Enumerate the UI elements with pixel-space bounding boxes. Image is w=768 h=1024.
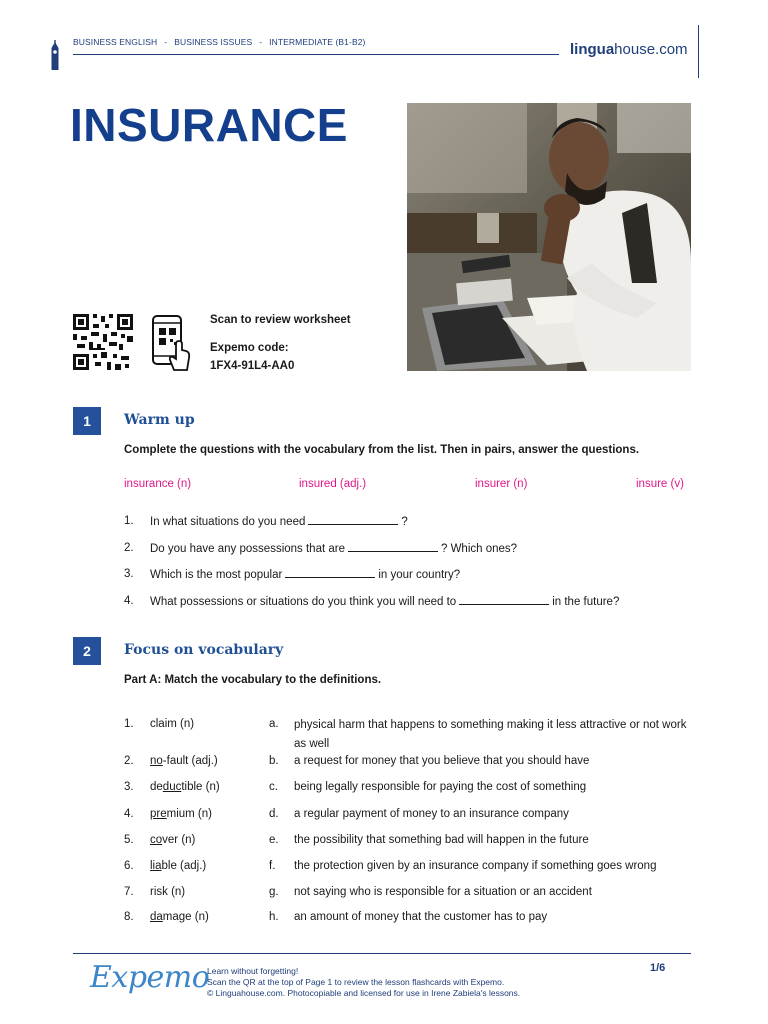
vocab-item: insure (v) [636, 478, 684, 490]
definition-letter: f. [269, 860, 276, 872]
breadcrumb [73, 37, 365, 47]
definition: a request for money that you believe that you should have [294, 755, 590, 767]
scan-info [210, 313, 351, 387]
term: liable (adj.) [150, 860, 207, 872]
section-number-2: 2 [73, 637, 101, 665]
header-vertical-rule [698, 25, 699, 78]
term: cover (n) [150, 834, 196, 846]
term: damage (n) [150, 911, 209, 923]
term: no-fault (adj.) [150, 755, 218, 767]
definition: the possibility that something bad will happen in the future [294, 834, 589, 846]
term-number: 7. [124, 886, 134, 898]
vocab-item: insurer (n) [475, 478, 528, 490]
answer-blank[interactable] [308, 515, 398, 525]
section2-instruction: Part A: Match the vocabulary to the definitions. [124, 674, 382, 686]
definition: a regular payment of money to an insurance company [294, 808, 569, 820]
answer-blank[interactable] [459, 595, 549, 605]
breadcrumb-separator: - [164, 37, 168, 47]
qr-code-icon[interactable] [73, 314, 133, 370]
footer-divider [73, 953, 691, 954]
definition: not saying who is responsible for a situation or an accident [294, 886, 592, 898]
brand-bold: lingua [570, 41, 615, 58]
definition-letter: a. [269, 718, 279, 730]
page-number: 1/6 [650, 962, 666, 974]
footer-text [207, 966, 520, 999]
question-text: Which is the most popular in your country? [150, 569, 461, 581]
expemo-code-label: Expemo code: [210, 342, 289, 354]
definition-letter: c. [269, 781, 278, 793]
term-number: 4. [124, 808, 134, 820]
term: premium (n) [150, 808, 212, 820]
question-text: In what situations do you need ? [150, 516, 408, 528]
section-title-warm-up: Warm up [124, 412, 195, 428]
term: deductible (n) [150, 781, 220, 793]
breadcrumb-item[interactable]: BUSINESS ENGLISH [73, 37, 158, 47]
term-number: 8. [124, 911, 134, 923]
expemo-logo[interactable]: Expemo [90, 960, 210, 995]
term-number: 5. [124, 834, 134, 846]
phone-scan-icon [150, 314, 192, 372]
section-number-1: 1 [73, 407, 101, 435]
expemo-code-value: 1FX4-91L4-AA0 [210, 360, 295, 372]
footer-copyright: © Linguahouse.com. Photocopiable and licensed for use in Irene Zabiela's lessons. [207, 988, 521, 998]
question-number: 2. [124, 542, 134, 554]
breadcrumb-item[interactable]: BUSINESS ISSUES [174, 37, 253, 47]
header-divider [73, 54, 559, 55]
big-ben-icon [50, 40, 60, 70]
question-number: 3. [124, 568, 134, 580]
brand-rest: house.com [614, 41, 688, 58]
scan-label: Scan to review worksheet [210, 314, 351, 326]
term-number: 3. [124, 781, 134, 793]
definition-letter: h. [269, 911, 279, 923]
definition: the protection given by an insurance company if something goes wrong [294, 860, 657, 872]
definition-letter: b. [269, 755, 279, 767]
breadcrumb-item[interactable]: INTERMEDIATE (B1-B2) [269, 37, 366, 47]
section1-instruction: Complete the questions with the vocabulary from the list. Then in pairs, answer the questions. [124, 444, 640, 456]
question-number: 1. [124, 515, 134, 527]
term: claim (n) [150, 718, 195, 730]
term: risk (n) [150, 886, 186, 898]
term-number: 1. [124, 718, 134, 730]
definition: physical harm that happens to something making it less attractive or not work as well [294, 719, 687, 750]
vocab-item: insurance (n) [124, 478, 192, 490]
question-text: What possessions or situations do you think you will need to in the future? [150, 596, 620, 608]
question-number: 4. [124, 595, 134, 607]
footer-instructions: Scan the QR at the top of Page 1 to review the lesson flashcards with Expemo. [207, 977, 505, 987]
answer-blank[interactable] [285, 568, 375, 578]
question-text: Do you have any possessions that are ? Which ones? [150, 543, 518, 555]
footer-tagline: Learn without forgetting! [207, 966, 299, 976]
page-title: INSURANCE [70, 99, 348, 151]
definition: being legally responsible for paying the cost of something [294, 781, 587, 793]
section-title-focus-on-vocabulary: Focus on vocabulary [124, 642, 284, 658]
definition-letter: e. [269, 834, 279, 846]
term-number: 2. [124, 755, 134, 767]
definition-letter: g. [269, 886, 279, 898]
vocab-item: insured (adj.) [299, 478, 367, 490]
term-number: 6. [124, 860, 134, 872]
worried-man-photo [407, 103, 691, 371]
brand-logo[interactable] [570, 41, 688, 58]
definition-letter: d. [269, 808, 279, 820]
answer-blank[interactable] [348, 542, 438, 552]
breadcrumb-separator: - [259, 37, 263, 47]
definition: an amount of money that the customer has to pay [294, 911, 548, 923]
